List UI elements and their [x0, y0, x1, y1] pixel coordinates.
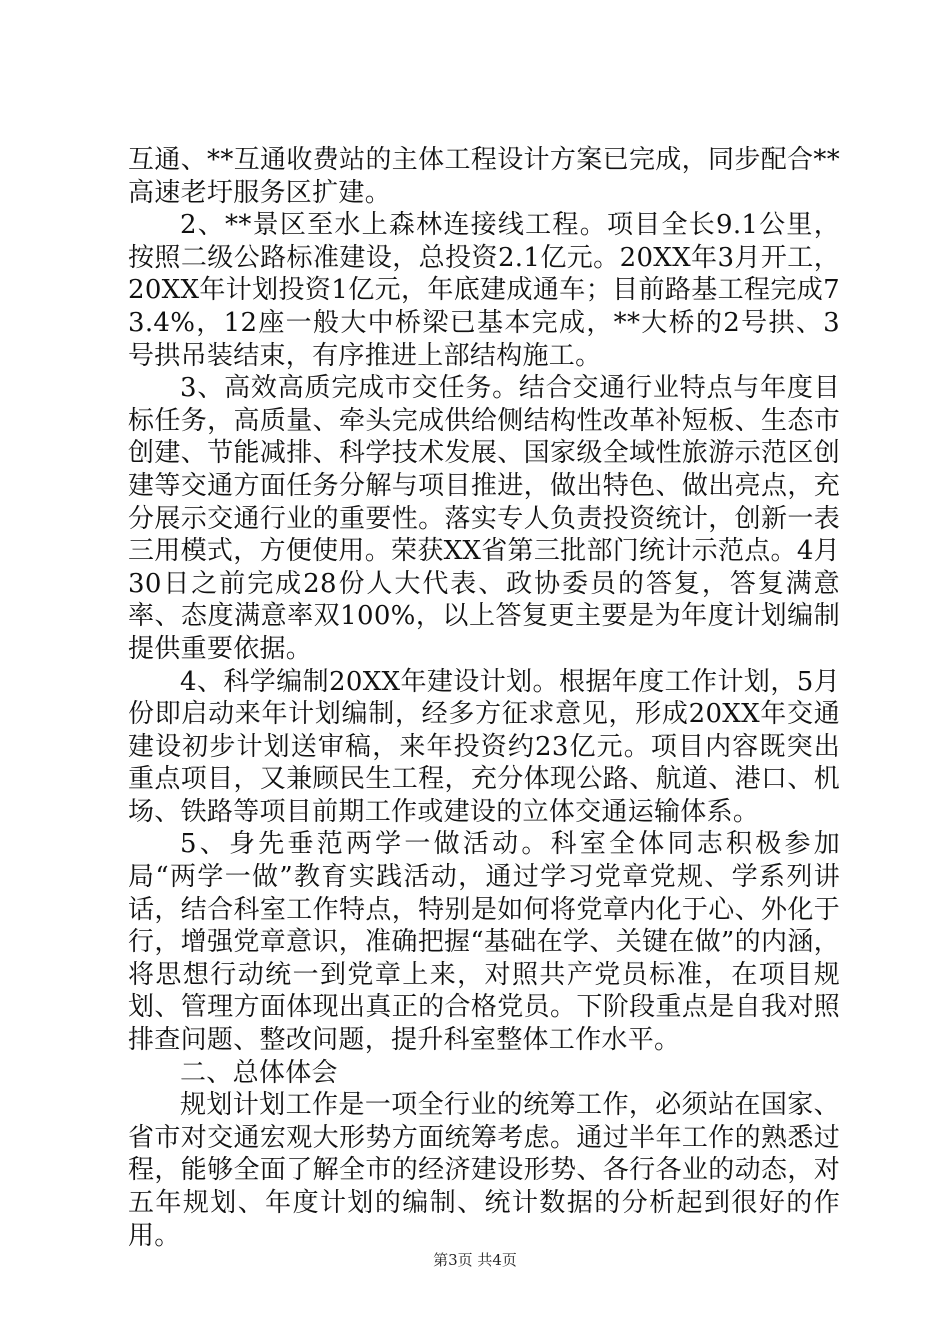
paragraph-item-5: 5、身先垂范两学一做活动。科室全体同志积极参加局“两学一做”教育实践活动，通过学习党章党规、学系列讲话，结合科室工作特点，特别是如何将党章内化于心、外化于行，增强党章意识，准确把握“基础在学、关键在做”的内涵，将思想行动统一到党章上来，对照共产党员标准，在项目规划、管理方面体现出真正的合格党员。下阶段重点是自我对照排查问题、整改问题，提升科室整体工作水平。 [128, 829, 840, 1056]
paragraph-item-4: 4、科学编制20XX年建设计划。根据年度工作计划，5月份即启动来年计划编制，经多方征求意见，形成20XX年交通建设初步计划送审稿，来年投资约23亿元。项目内容既突出重点项目，又兼顾民生工程，充分体现公路、航道、港口、机场、铁路等项目前期工作或建设的立体交通运输体系。 [128, 666, 840, 827]
paragraph-item-3: 3、高效高质完成市交任务。结合交通行业特点与年度目标任务，高质量、牵头完成供给侧结构性改革补短板、生态市创建、节能减排、科学技术发展、国家级全域性旅游示范区创建等交通方面任务分解与项目推进，做出特色、做出亮点，充分展示交通行业的重要性。落实专人负责投资统计，创新一表三用模式，方便使用。荣获XX省第三批部门统计示范点。4月30日之前完成28份人大代表、政协委员的答复，答复满意率、态度满意率双100%，以上答复更主要是为年度计划编制提供重要依据。 [128, 373, 840, 664]
section-heading: 二、总体体会 [180, 1057, 338, 1088]
paragraph-item-2: 2、**景区至水上森林连接线工程。项目全长9.1公里，按照二级公路标准建设，总投资2.1亿元。20XX年3月开工，20XX年计划投资1亿元，年底建成通车；目前路基工程完成73.4%，12座一般大中桥梁已基本完成，**大桥的2号拱、3号拱吊装结束，有序推进上部结构施工。 [128, 210, 840, 371]
document-body [128, 144, 840, 1252]
page-footer: 第3页 共4页 [433, 1251, 517, 1269]
continuation-paragraph: 互通、**互通收费站的主体工程设计方案已完成，同步配合**高速老圩服务区扩建。 [128, 145, 840, 208]
closing-paragraph: 规划计划工作是一项全行业的统筹工作，必须站在国家、省市对交通宏观大形势方面统筹考虑。通过半年工作的熟悉过程，能够全面了解全市的经济建设形势、各行各业的动态，对五年规划、年度计划的编制、统计数据的分析起到很好的作用。 [128, 1090, 840, 1251]
